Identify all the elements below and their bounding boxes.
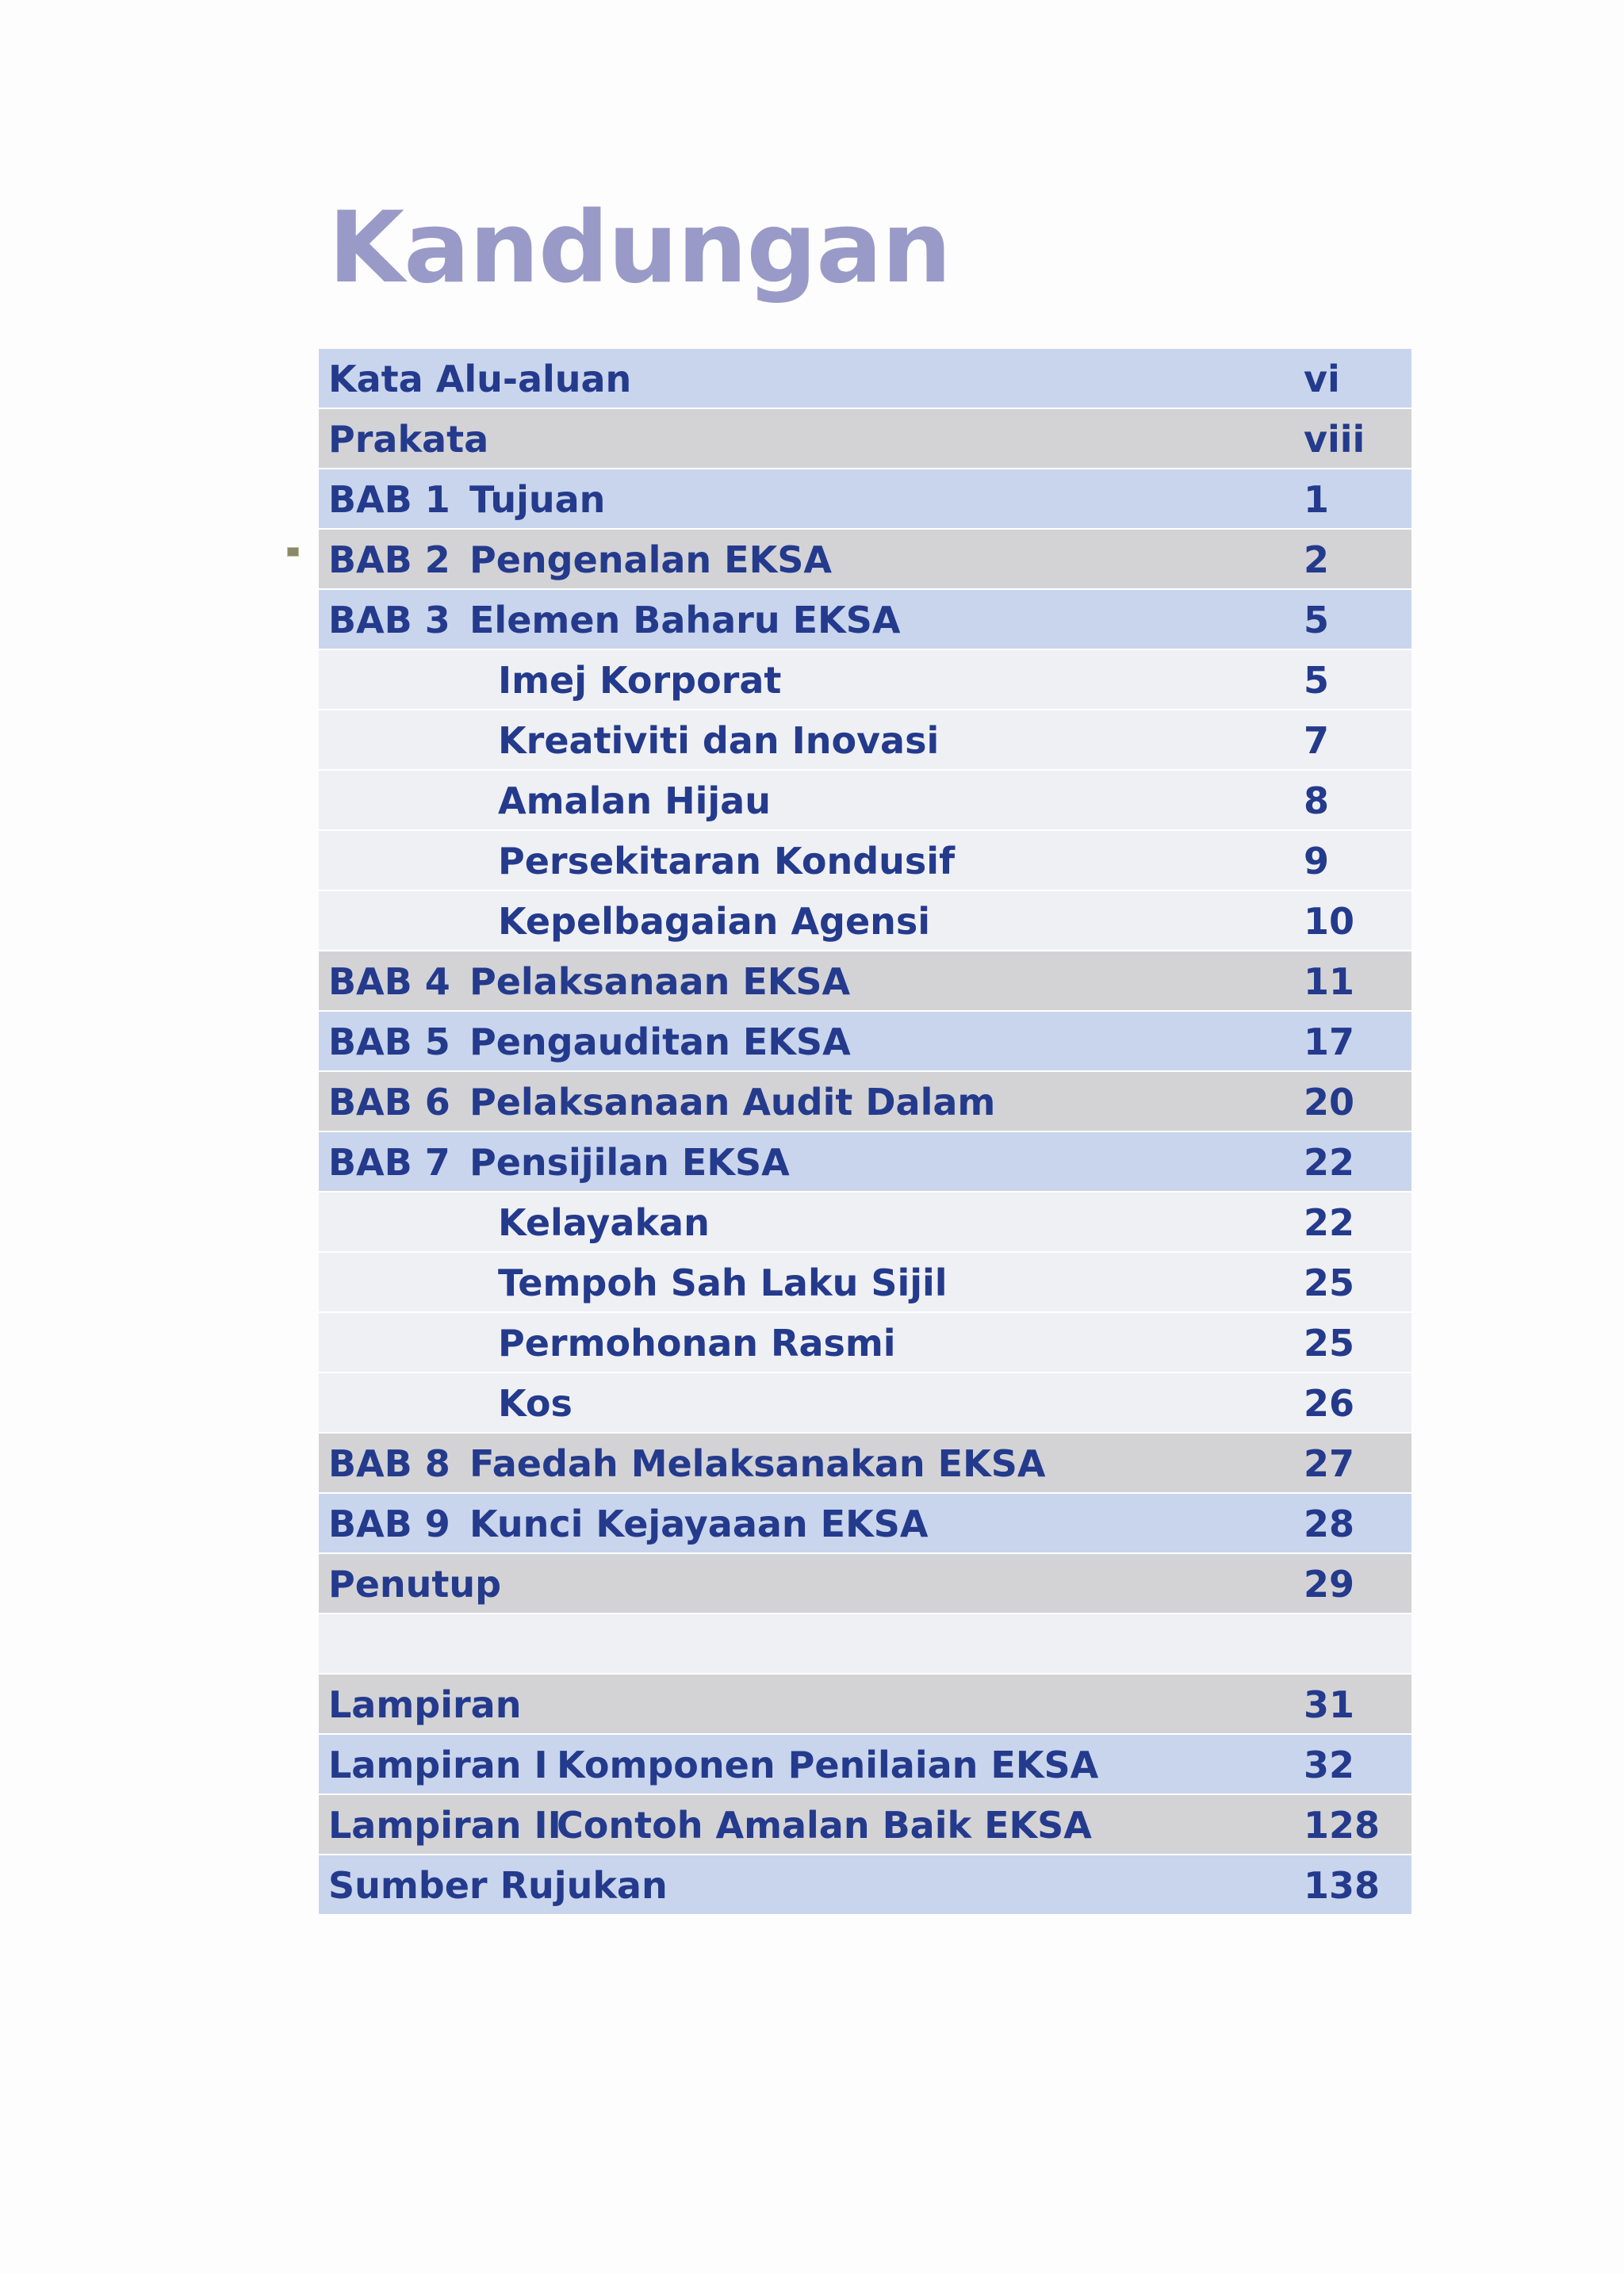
toc-entry-title: Kunci Kejayaaan EKSA <box>469 1503 929 1545</box>
toc-row <box>319 1313 1411 1373</box>
toc-row <box>319 710 1411 771</box>
toc-subsection-title: Amalan Hijau <box>498 779 771 822</box>
toc-row <box>319 1253 1411 1313</box>
toc-page-number: 138 <box>1304 1864 1381 1907</box>
toc-entry-title: Pensijilan EKSA <box>469 1141 790 1184</box>
toc-page-number: viii <box>1304 418 1365 461</box>
toc-page-number: 22 <box>1304 1201 1355 1244</box>
toc-subsection-title: Kreativiti dan Inovasi <box>498 719 940 762</box>
toc-page-number: 27 <box>1304 1442 1355 1485</box>
toc-entry-title: Komponen Penilaian EKSA <box>557 1744 1099 1786</box>
toc-subsection-title: Kelayakan <box>498 1201 710 1244</box>
toc-row <box>319 349 1411 409</box>
chapter-number: BAB 9 <box>328 1503 450 1545</box>
toc-entry-title: Pelaksanaan EKSA <box>469 960 851 1003</box>
margin-marker <box>287 547 299 557</box>
toc-row <box>319 1855 1411 1916</box>
appendix-number: Lampiran I <box>328 1744 548 1786</box>
toc-subsection-title: Permohonan Rasmi <box>498 1322 896 1365</box>
toc-entry-title: Tujuan <box>469 478 606 521</box>
toc-page-number: 22 <box>1304 1141 1355 1184</box>
toc-entry-title: Kata Alu-aluan <box>328 358 632 400</box>
toc-page-number: 5 <box>1304 659 1330 702</box>
toc-entry-title: Faedah Melaksanakan EKSA <box>469 1442 1046 1485</box>
toc-entry-title: Pelaksanaan Audit Dalam <box>469 1081 996 1124</box>
toc-entry-title: Contoh Amalan Baik EKSA <box>557 1804 1092 1847</box>
toc-page-number: 1 <box>1304 478 1330 521</box>
toc-page-number: 11 <box>1304 960 1355 1003</box>
toc-page-number: 25 <box>1304 1261 1355 1304</box>
toc-page-number: 128 <box>1304 1804 1381 1847</box>
chapter-number: BAB 3 <box>328 599 450 641</box>
toc-row <box>319 1554 1411 1614</box>
chapter-number: BAB 5 <box>328 1020 450 1063</box>
toc-entry-title: Lampiran <box>328 1683 522 1726</box>
toc-subsection-title: Kepelbagaian Agensi <box>498 900 931 943</box>
toc-entry-title: Sumber Rujukan <box>328 1864 668 1907</box>
toc-row <box>319 831 1411 891</box>
toc-row <box>319 469 1411 530</box>
toc-page-number: 31 <box>1304 1683 1355 1726</box>
toc-row <box>319 530 1411 590</box>
toc-row <box>319 1373 1411 1434</box>
toc-page-number: 8 <box>1304 779 1330 822</box>
toc-page-number: 7 <box>1304 719 1330 762</box>
toc-entry-title: Pengenalan EKSA <box>469 538 832 581</box>
chapter-number: BAB 2 <box>328 538 450 581</box>
toc-page-number: 28 <box>1304 1503 1355 1545</box>
toc-entry-title: Penutup <box>328 1563 502 1606</box>
toc-row <box>319 1072 1411 1132</box>
toc-subsection-title: Persekitaran Kondusif <box>498 840 956 882</box>
toc-row <box>319 1735 1411 1795</box>
toc-page-number: 9 <box>1304 840 1330 882</box>
toc-row <box>319 409 1411 469</box>
toc-page-number: 20 <box>1304 1081 1355 1124</box>
toc-row <box>319 1675 1411 1735</box>
toc-row <box>319 590 1411 650</box>
toc-entry-title: Pengauditan EKSA <box>469 1020 851 1063</box>
appendix-number: Lampiran II <box>328 1804 561 1847</box>
chapter-number: BAB 1 <box>328 478 450 521</box>
toc-page-number: 25 <box>1304 1322 1355 1365</box>
toc-row <box>319 951 1411 1012</box>
toc-page-number: 32 <box>1304 1744 1355 1786</box>
toc-row <box>319 1434 1411 1494</box>
toc-subsection-title: Tempoh Sah Laku Sijil <box>498 1261 948 1304</box>
toc-page-number: 10 <box>1304 900 1355 943</box>
toc-page-number: 29 <box>1304 1563 1355 1606</box>
toc-page-number: 26 <box>1304 1382 1355 1425</box>
toc-page-number: 2 <box>1304 538 1330 581</box>
toc-page-number: vi <box>1304 358 1340 400</box>
toc-subsection-title: Imej Korporat <box>498 659 782 702</box>
toc-row <box>319 891 1411 951</box>
table-of-contents <box>319 349 1411 1916</box>
toc-row <box>319 1494 1411 1554</box>
toc-page-number: 5 <box>1304 599 1330 641</box>
toc-entry-title: Elemen Baharu EKSA <box>469 599 901 641</box>
chapter-number: BAB 4 <box>328 960 450 1003</box>
toc-row <box>319 771 1411 831</box>
toc-subsection-title: Kos <box>498 1382 573 1425</box>
chapter-number: BAB 7 <box>328 1141 450 1184</box>
toc-spacer-row <box>319 1614 1411 1675</box>
page-title: Kandungan <box>328 191 952 305</box>
toc-row <box>319 1795 1411 1855</box>
chapter-number: BAB 6 <box>328 1081 450 1124</box>
toc-row <box>319 1012 1411 1072</box>
toc-page-number: 17 <box>1304 1020 1355 1063</box>
toc-row <box>319 650 1411 710</box>
toc-row <box>319 1193 1411 1253</box>
toc-row <box>319 1132 1411 1193</box>
chapter-number: BAB 8 <box>328 1442 450 1485</box>
toc-entry-title: Prakata <box>328 418 489 461</box>
